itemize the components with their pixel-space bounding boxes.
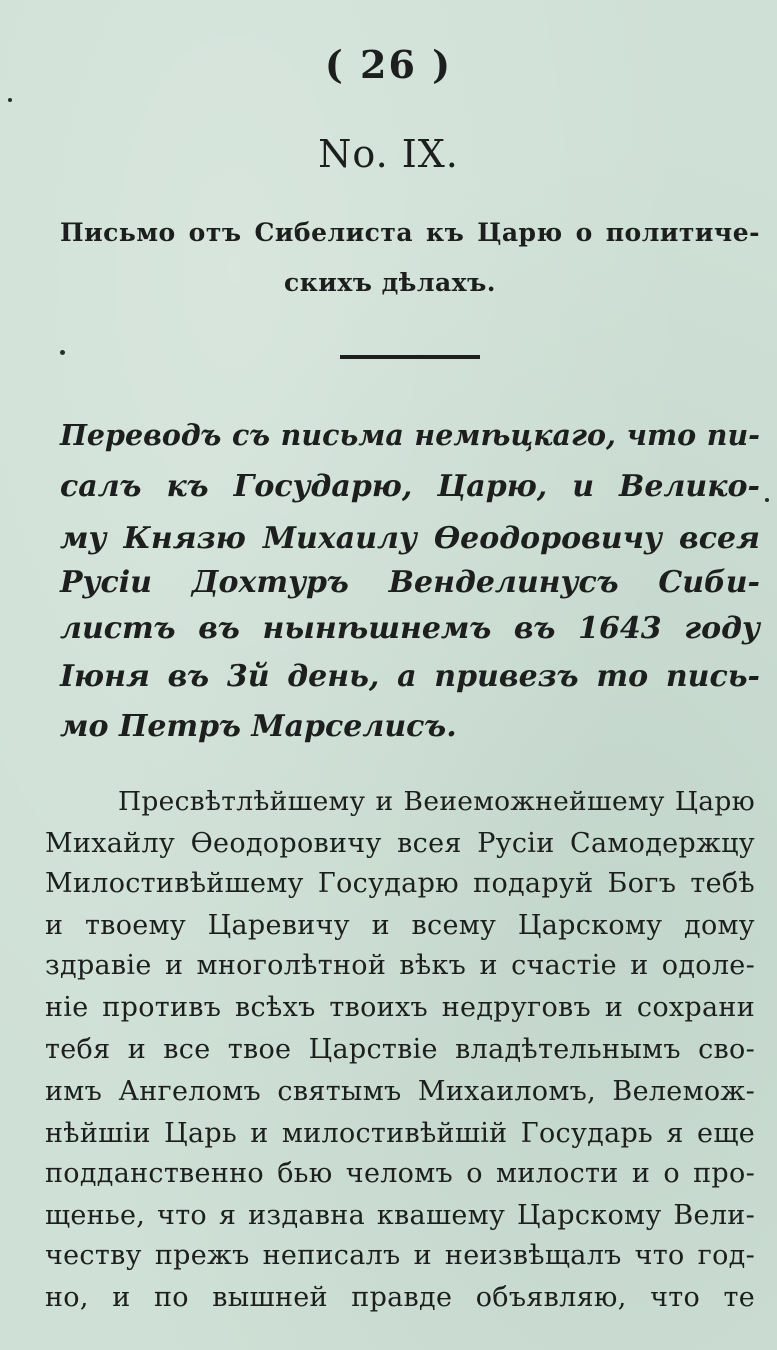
translation-note-line: Іюня въ 3й день, а привезъ то пись- <box>60 659 760 694</box>
translation-note-line: Русіи Дохтуръ Венделинусъ Сиби- <box>60 565 760 600</box>
section-divider <box>340 355 480 359</box>
letter-heading-line-1: Письмо отъ Сибелиста къ Царю о политиче- <box>60 218 760 247</box>
ink-speck <box>8 98 12 102</box>
letter-text-line: но, и по вышней правде объявляю, что те <box>45 1282 755 1313</box>
translation-note-line: мо Петръ Марселисъ. <box>60 709 457 744</box>
letter-text-line: и твоему Царевичу и всему Царскому дому <box>45 910 755 941</box>
letter-text-line: Пресвѣтлѣйшему и Веиеможнейшему Царю <box>118 786 755 817</box>
document-number: No. IX. <box>318 132 459 176</box>
letter-heading-line-2: скихъ дѣлахъ. <box>284 268 496 297</box>
letter-text-line: подданственно бью челомъ о милости и о про- <box>45 1158 755 1189</box>
letter-text-line: щенье, что я издавна квашему Царскому Вели- <box>45 1200 755 1231</box>
letter-text-line: Милостивѣйшему Государю подаруй Богъ тебѣ <box>45 868 755 899</box>
letter-text-line: ніе противъ всѣхъ твоихъ недруговъ и сохрани <box>45 992 755 1023</box>
page-number: ( 26 ) <box>324 42 453 87</box>
translation-note-line: Переводъ съ письма немѣцкаго, что пи- <box>60 418 760 452</box>
ink-speck <box>60 350 65 355</box>
letter-text-line: нѣйшіи Царь и милостивѣйшій Государь я еще <box>45 1118 755 1149</box>
letter-text-line: здравіе и многолѣтной вѣкъ и счастіе и одоле- <box>45 950 755 981</box>
letter-text-line: тебя и все твое Царствіе владѣтельнымъ сво- <box>45 1034 755 1065</box>
letter-text-line: честву прежъ неписалъ и неизвѣщалъ что год- <box>45 1240 755 1271</box>
letter-text-line: Михайлу Ѳеодоровичу всея Русіи Самодержцу <box>45 828 755 859</box>
translation-note-line: листъ въ нынѣшнемъ въ 1643 году <box>60 611 760 646</box>
letter-text-line: имъ Ангеломъ святымъ Михаиломъ, Велемож- <box>45 1076 755 1107</box>
ink-speck <box>765 498 769 502</box>
translation-note-line: му Князю Михаилу Ѳеодоровичу всея <box>60 521 760 556</box>
translation-note-line: салъ къ Государю, Царю, и Велико- <box>60 469 760 504</box>
